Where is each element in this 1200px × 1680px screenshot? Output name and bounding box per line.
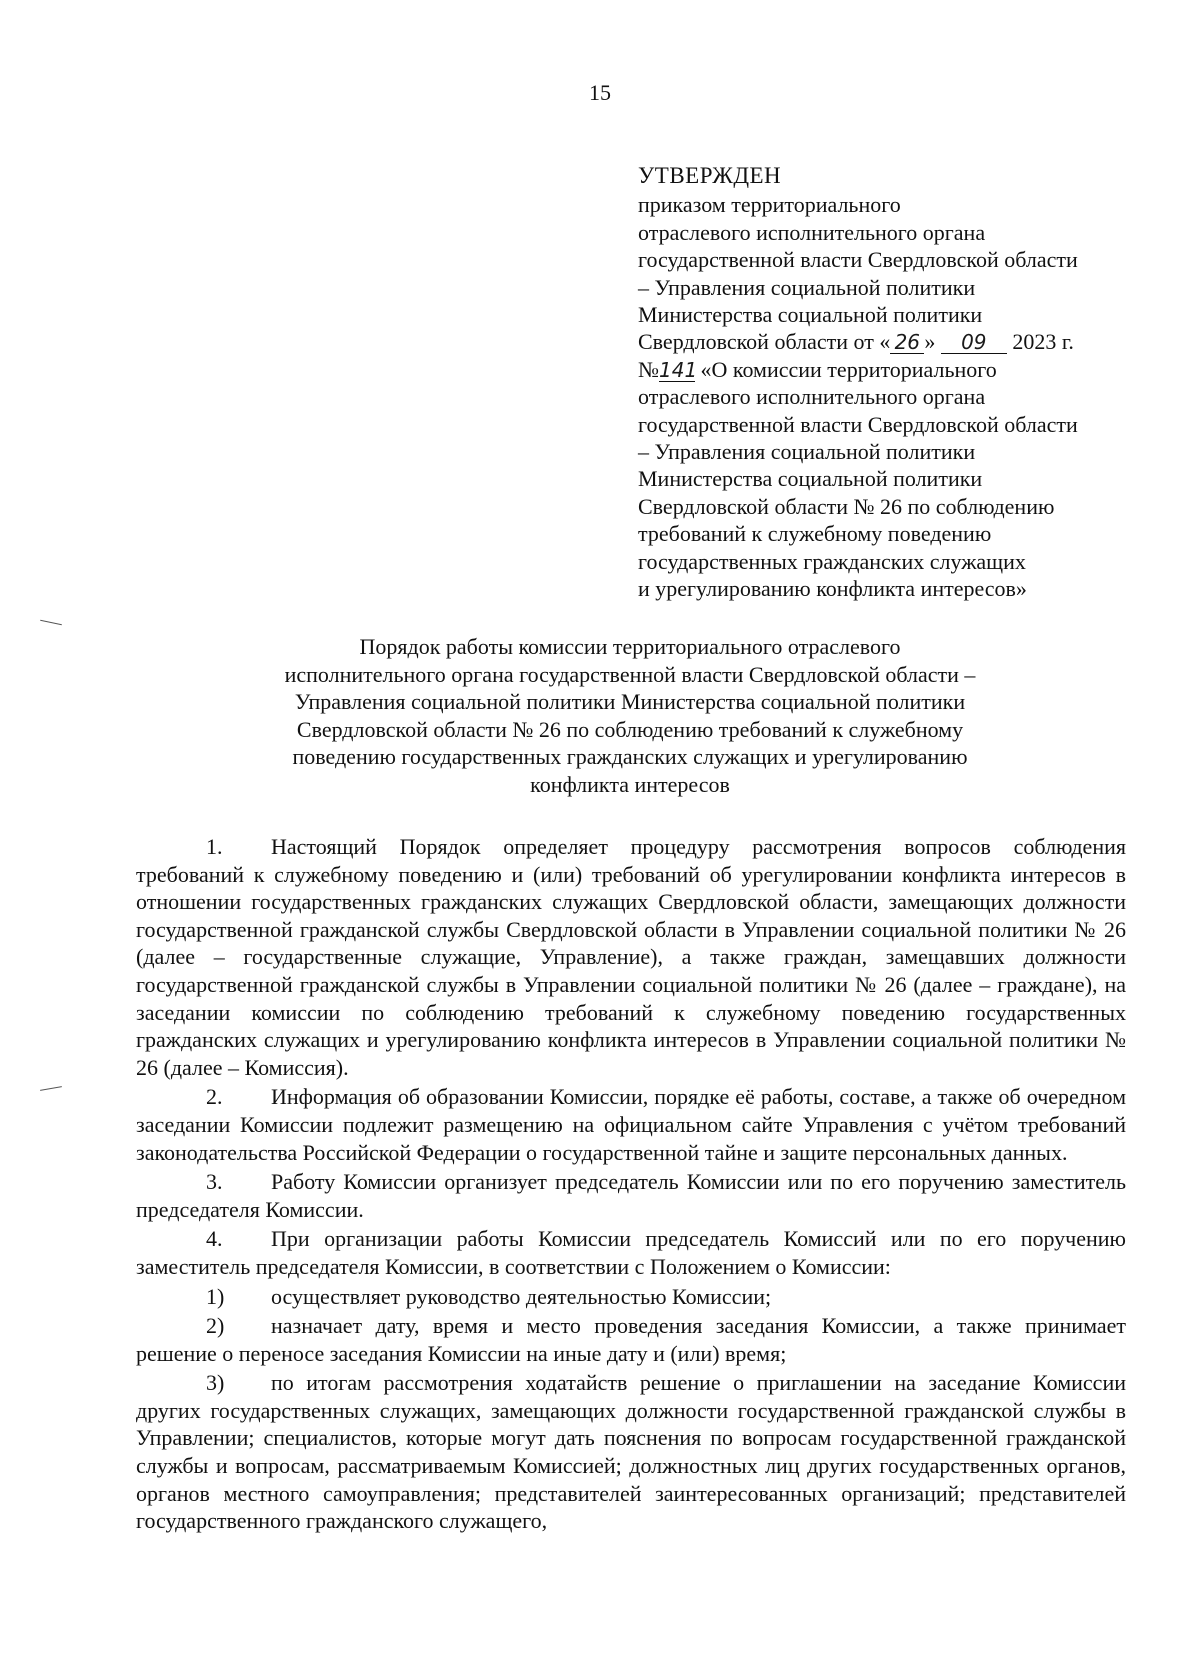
paragraph xyxy=(136,1225,1126,1280)
date-prefix: Свердловской области от « xyxy=(638,329,891,355)
approval-line: Министерства социальной политики xyxy=(638,466,983,492)
paragraph-text: Информация об образовании Комиссии, порядке её работы, составе, а также об очередном заседании Комиссии подлежит размещению на официальном сайте Управления с учётом требований законодательства Российской Федерации о государственной тайне и защите персональных данных. xyxy=(136,1084,1126,1165)
date-suffix: 2023 г. xyxy=(1006,329,1074,355)
list-item xyxy=(136,1369,1126,1535)
paragraph xyxy=(136,1083,1126,1166)
number-prefix: № xyxy=(638,356,659,382)
approval-line: отраслевого исполнительного органа xyxy=(638,384,986,410)
approval-line: государственных гражданских служащих xyxy=(638,548,1026,574)
list-item xyxy=(136,1312,1126,1367)
paragraph xyxy=(136,1168,1126,1223)
title-line: Порядок работы комиссии территориального отраслевого xyxy=(359,634,901,659)
approval-line: государственной власти Свердловской области xyxy=(638,247,1078,273)
page-number: 15 xyxy=(589,80,611,105)
paragraph-text: Настоящий Порядок определяет процедуру рассмотрения вопросов соблюдения требований к служебному поведению и (или) требований об урегулировании конфликта интересов в отношении государственных гражданских служащих Свердловской области, замещающих должности государственной гражданской службы Свердловской области в Управлении социальной политики № 26 (далее – государственные служащие, Управление), а также граждан, замещавших должности государственной гражданской службы в Управлении социальной политики № 26 (далее – граждане), на заседании комиссии по соблюдению требований к служебному поведению государственных гражданских служащих и урегулированию конфликта интересов в Управлении социальной политики № 26 (далее – Комиссия). xyxy=(136,834,1126,1080)
title-line: поведению государственных гражданских служащих и урегулированию xyxy=(292,744,968,770)
list-item-text: назначает дату, время и место проведения заседания Комиссии, а также принимает решение о переносе заседания Комиссии на иные дату и (или) время; xyxy=(136,1313,1126,1366)
title-line: Свердловской области № 26 по соблюдению требований к служебному xyxy=(296,716,964,742)
approval-line: государственной власти Свердловской области xyxy=(638,411,1078,437)
approval-block xyxy=(638,162,1138,603)
list-item-text: осуществляет руководство деятельностью Комиссии; xyxy=(271,1283,772,1309)
handwritten-month: 09 xyxy=(941,331,1007,354)
paragraph-number: 3. xyxy=(206,1169,223,1195)
handwritten-day: 26 xyxy=(890,331,924,354)
document-body xyxy=(136,833,1126,1537)
approval-date-line xyxy=(638,328,1138,355)
list-item xyxy=(136,1283,1126,1311)
paragraph-number: 4. xyxy=(206,1226,223,1252)
approval-line: отраслевого исполнительного органа xyxy=(638,219,986,245)
list-item-number: 2) xyxy=(206,1313,225,1339)
list-item-number: 3) xyxy=(206,1370,225,1396)
document-title xyxy=(150,633,1110,799)
scan-mark xyxy=(40,1086,62,1091)
approval-number-line xyxy=(638,356,1138,383)
approval-line: и урегулированию конфликта интересов» xyxy=(638,576,1027,602)
scan-mark xyxy=(40,620,62,626)
title-line: исполнительного органа государственной власти Свердловской области – xyxy=(284,661,976,687)
title-line: конфликта интересов xyxy=(530,771,730,797)
approval-line: Министерства социальной политики xyxy=(638,302,983,328)
paragraph-number: 2. xyxy=(206,1084,223,1110)
date-mid: » xyxy=(924,329,941,355)
approval-line: – Управления социальной политики xyxy=(638,274,976,300)
approval-title: УТВЕРЖДЕН xyxy=(638,163,782,188)
approval-line: – Управления социальной политики xyxy=(638,439,976,465)
paragraph-number: 1. xyxy=(206,834,223,859)
approval-line: Свердловской области № 26 по соблюдению xyxy=(638,493,1055,519)
approval-line: приказом территориального xyxy=(638,192,901,218)
approval-line: требований к служебному поведению xyxy=(638,521,992,547)
handwritten-order-number: 141 xyxy=(659,357,698,382)
list-item-number: 1) xyxy=(206,1283,225,1309)
title-line: Управления социальной политики Министерства социальной политики xyxy=(294,689,966,715)
number-suffix: «О комиссии территориального xyxy=(695,356,997,382)
paragraph xyxy=(136,833,1126,1081)
paragraph-text: При организации работы Комиссии председатель Комиссий или по его поручению заместитель председателя Комиссии, в соответствии с Положением о Комиссии: xyxy=(136,1226,1126,1279)
list-item-text: по итогам рассмотрения ходатайств решение о приглашении на заседание Комиссии других государственных служащих, замещающих должности государственной гражданской службы в Управлении; специалистов, которые могут дать пояснения по вопросам государственной гражданской службы и вопросам, рассматриваемым Комиссией; должностных лиц других государственных органов, органов местного самоуправления; представителей заинтересованных организаций; представителей государственного гражданского служащего, xyxy=(136,1370,1126,1534)
paragraph-text: Работу Комиссии организует председатель Комиссии или по его поручению заместитель председателя Комиссии. xyxy=(136,1169,1126,1222)
